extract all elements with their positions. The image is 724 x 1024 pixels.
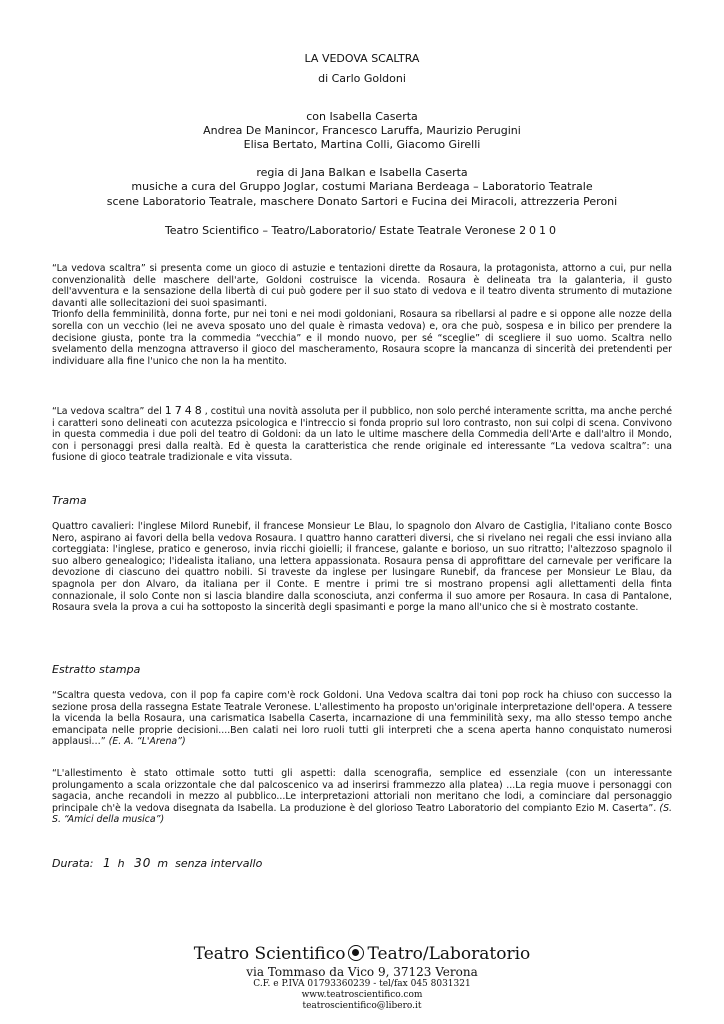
- intro-p3-start: “La vedova scaltra” del: [52, 406, 165, 417]
- play-author: di Carlo Goldoni: [318, 72, 406, 85]
- intro-p3-end: , costituì una novità assoluta per il pubblico, non solo perché interamente scritta, ma anche perché i caratteri sono delineati con acutezza psicologica e l'intreccio si fonda proprio sul loro contrasto, non sui colpi di scena. Convivono in questa commedia i due poli del teatro di Goldoni: da un lato le ultime maschere della Commedia dell'Arte e dall'altro il Mondo, con i personaggi presi dalla realtà. Ed è questa la caratteristica che rende originale ed interessante “La vedova scaltra”: una fusione di gioco teatrale tradizionale e vita vissuta.: [52, 406, 672, 464]
- intro-section: [52, 263, 672, 367]
- duration-label: Durata:: [52, 857, 94, 870]
- festival-year: 2010: [519, 224, 560, 237]
- trama-text: Quattro cavalieri: l'inglese Milord Runebif, il francese Monsieur Le Blau, lo spagnolo don Alvaro de Castiglia, l'italiano conte Bosco Nero, aspirano ai favori della bella vedova Rosaura. I quattro hanno caratteri diversi, che si rivelano nei regali che essi inviano alla corteggiata: l'inglese, pratico e generoso, invia ricchi gioielli; il francese, galante e borioso, un suo ritratto; l'altezzoso spagnolo il suo albero genealogico; l'idealista italiano, una lettera appassionata. Rosaura pensa di approfittare del carnevale per verificare la devozione di ciascuno dei quattro nobili. Si traveste da inglese per lusingare Runebif, da francese per Monsieur Le Blau, da spagnola per don Alvaro, da italiana per il Conte. E mentre i primi tre si mostrano propensi agli allettamenti della finta connazionale, il solo Conte non si lascia blandire dalla sconosciuta, anzi conferma il suo amore per Rosaura. In casa di Pantalone, Rosaura svela la prova a cui ha sottoposto la sincerità degli spasimanti e porge la mano all'unico che si è mostrato costante.: [52, 521, 672, 614]
- cast-line-1: con Isabella Caserta: [306, 110, 418, 123]
- intro-p3-year: 1748: [164, 404, 205, 417]
- intro-paragraph-3: [52, 405, 672, 464]
- credits-line-2: scene Laboratorio Teatrale, maschere Donato Sartori e Fucina dei Miracoli, attrezzeria Peroni: [106, 195, 618, 208]
- trama-section: [52, 521, 672, 614]
- footer-address: via Tommaso da Vico 9, 37123 Verona: [246, 965, 478, 979]
- estratto-heading: Estratto stampa: [52, 663, 141, 676]
- festival-name: Teatro Scientifico – Teatro/Laboratorio/ Estate Teatrale Veronese: [164, 224, 516, 237]
- review-2-text: “L'allestimento è stato ottimale sotto tutti gli aspetti: dalla scenografia, semplice ed essenziale (con un interessante prolungamento a scala orizzontale che dal palcoscenico va ad inserirsi frammezzo alla platea) ...La regia muove i personaggi con sagacia, anche recandoli in mezzo al pubblico...Le interpretazioni attoriali non meritano che lodi, a cominciare dal personaggio principale ch'è la vedova disegnata da Isabella. La produzione è del glorioso Teatro Laboratorio del compianto Ezio M. Caserta”.: [52, 768, 672, 814]
- festival-line: [0, 224, 724, 238]
- intro-paragraph-2: Trionfo della femminilità, donna forte, pur nei toni e nei modi goldoniani, Rosaura sa ribellarsi al padre e si oppone alle nozze della sorella con un vecchio (lei ne aveva sposato uno del quale è rimasta vedova) e, ora che può, sospesa e in bilico per prendere la decisione giusta, ponte tra la commedia “vecchia” e il mondo nuovo, per sé “sceglie” di scegliere il suo uomo. Scaltra nello svelamento della menzogna attraverso il gioco del mascheramento, Rosaura scopre la mancanza di sincerità dei pretendenti per individuare alla fine l'unico che non la ha mentito.: [52, 309, 672, 367]
- footer-name-left: Teatro Scientifico: [193, 944, 346, 964]
- footer-email[interactable]: teatroscientifico@libero.it: [302, 1001, 422, 1011]
- duration-hours: 1: [102, 856, 112, 870]
- duration-minutes: 30: [134, 856, 152, 870]
- credits-line-1: musiche a cura del Gruppo Joglar, costumi Mariana Berdeaga – Laboratorio Teatrale: [131, 180, 593, 193]
- review-1-source: (E. A. “L'Arena”): [108, 736, 186, 748]
- theatre-logo-icon: [348, 945, 364, 961]
- review-1: [52, 690, 672, 748]
- trama-heading: Trama: [52, 494, 87, 507]
- cast-line-2: Andrea De Manincor, Francesco Laruffa, Maurizio Perugini: [203, 124, 521, 137]
- duration-hours-unit: h: [117, 857, 125, 870]
- intro-paragraph-1: “La vedova scaltra” si presenta come un gioco di astuzie e tentazioni dirette da Rosaura, la protagonista, attorno a cui, pur nella convenzionalità delle maschere dell'arte, Goldoni costruisce la vicenda. Rosaura è delineata tra la galanteria, il gusto dell'avventura e la sensazione della libertà di cui può godere per il suo stato di vedova e il teatro diventa strumento di mutazione davanti alle sollecitazioni dei suoi spasimanti.: [52, 263, 672, 309]
- footer-fiscal: C.F. e P.IVA 01793360239 - tel/fax 045 8031321: [253, 979, 471, 989]
- review-2: [52, 768, 672, 826]
- review-1-text: “Scaltra questa vedova, con il pop fa capire com'è rock Goldoni. Una Vedova scaltra dai toni pop rock ha chiuso con successo la sezione prosa della rassegna Estate Teatrale Veronese. L'allestimento ha proposto un'originale interpretazione dell'opera. A tessere la vicenda la bella Rosaura, una carismatica Isabella Caserta, incarnazione di una femminilità sexy, ma allo stesso tempo anche emancipata nelle proprie decisioni....Ben calati nei loro ruoli tutti gli interpreti che a scena aperta hanno conquistato numerosi applausi…”: [52, 690, 672, 748]
- footer-website[interactable]: www.teatroscientifico.com: [301, 990, 423, 1000]
- play-title: LA VEDOVA SCALTRA: [304, 52, 420, 65]
- footer-name-right: Teatro/Laboratorio: [367, 944, 531, 964]
- duration-note: senza intervallo: [175, 857, 263, 870]
- cast-line-3: Elisa Bertato, Martina Colli, Giacomo Girelli: [243, 138, 481, 151]
- duration-minutes-unit: m: [157, 857, 169, 870]
- review-2-source: (S. S. “Amici della musica”): [52, 802, 673, 826]
- footer-brand: [0, 944, 724, 964]
- duration-line: [52, 856, 262, 870]
- direction-line: regia di Jana Balkan e Isabella Caserta: [256, 166, 468, 179]
